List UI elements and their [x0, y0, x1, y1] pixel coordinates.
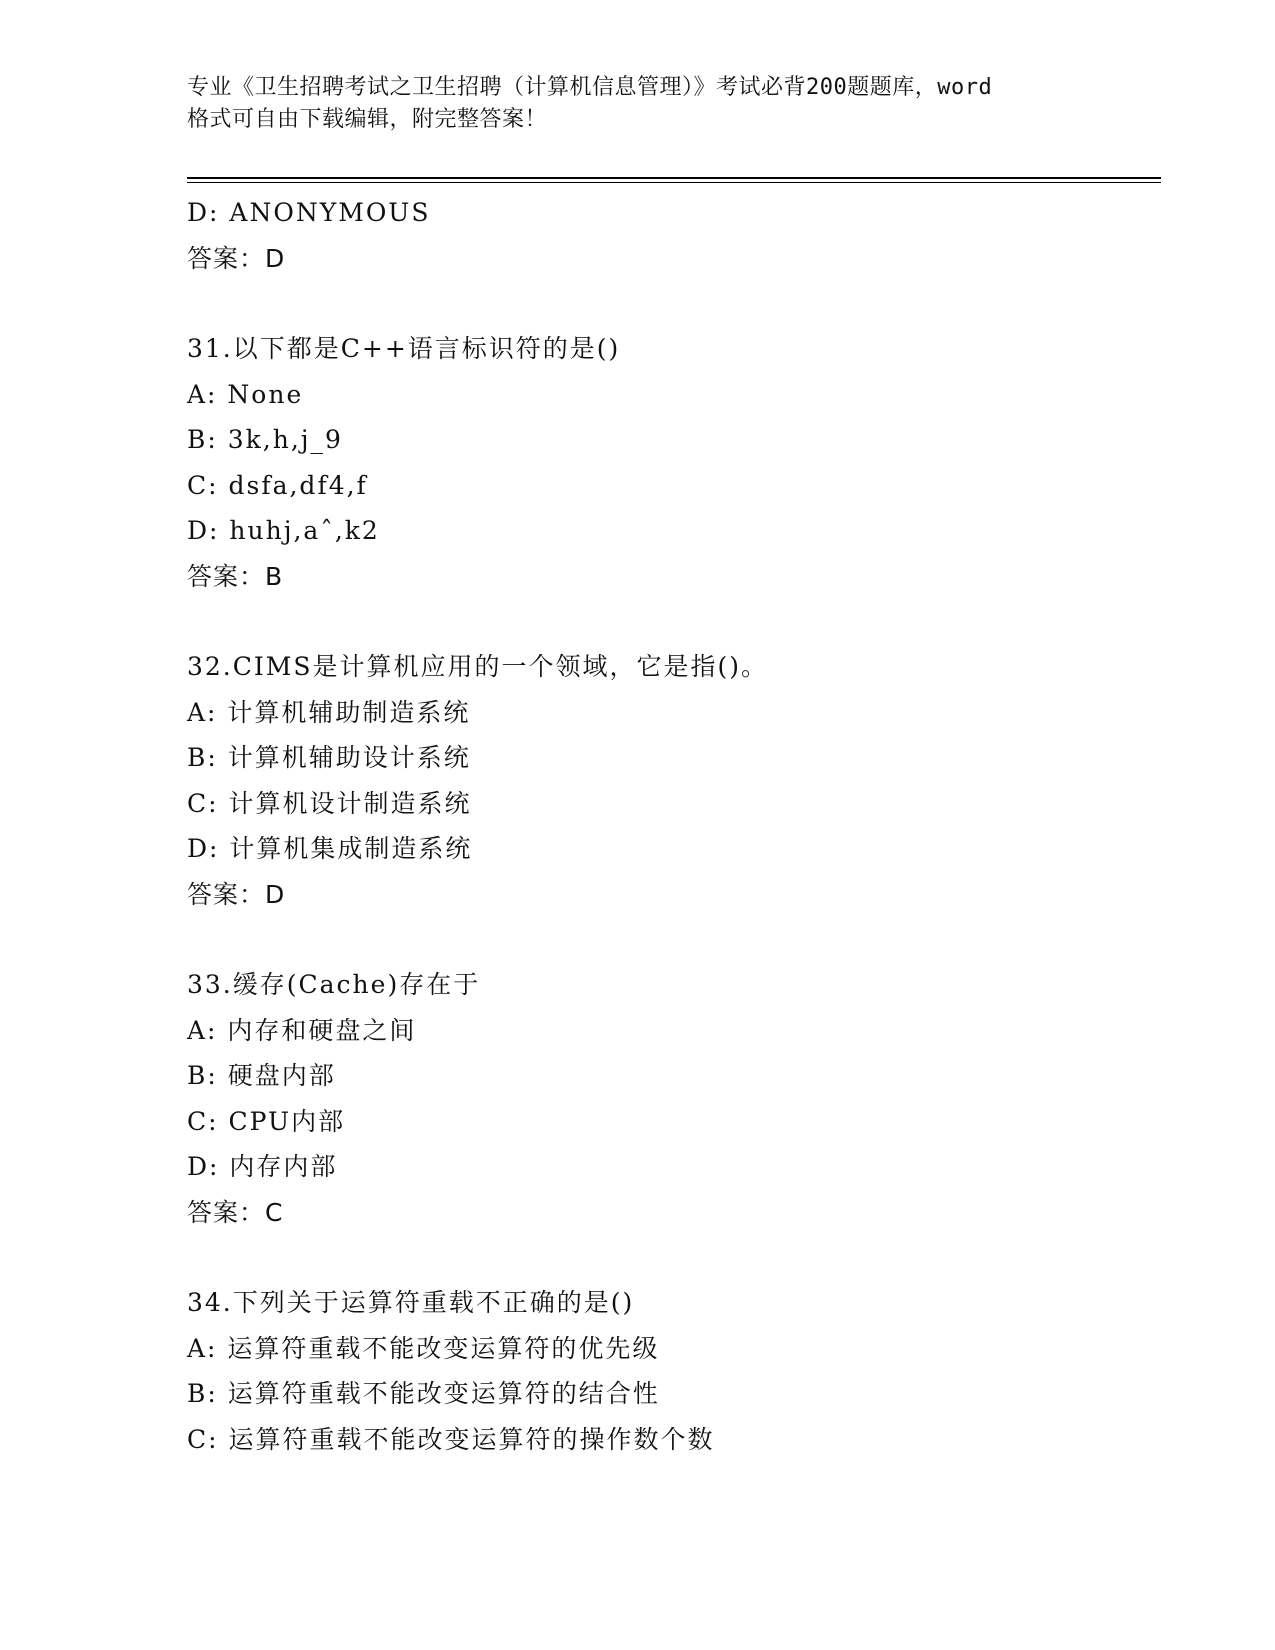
answer-line: 答案：D [187, 879, 286, 909]
option-d: D: huhj,aˆ,k2 [187, 516, 380, 545]
option-b: B: 计算机辅助设计系统 [187, 743, 471, 772]
answer-line: 答案：B [187, 561, 284, 591]
header-rule-thin [187, 182, 1161, 183]
option-b: B: 运算符重载不能改变运算符的结合性 [187, 1379, 660, 1408]
spacer [187, 281, 1147, 326]
option-c: C: 运算符重载不能改变运算符的操作数个数 [187, 1424, 715, 1454]
option-c: C: dsfa,df4,f [187, 470, 368, 500]
question-34 [187, 1280, 1147, 1462]
option-d: D: 内存内部 [187, 1152, 338, 1181]
option-a: A: None [187, 379, 304, 409]
option-a: A: 内存和硬盘之间 [187, 1015, 417, 1045]
option-c: C: 计算机设计制造系统 [187, 788, 472, 818]
question-stem: 33.缓存(Cache)存在于 [187, 970, 481, 999]
option-b: B: 3k,h,j_9 [187, 425, 343, 454]
question-32 [187, 644, 1147, 917]
question-31 [187, 326, 1147, 599]
spacer [187, 1235, 1147, 1280]
header-line-2: 格式可自由下载编辑，附完整答案！ [187, 107, 548, 132]
spacer [187, 917, 1147, 962]
question-list [187, 190, 1147, 1462]
header-rule-thick [187, 177, 1161, 179]
option-d: D: ANONYMOUS [187, 198, 431, 227]
spacer [187, 599, 1147, 644]
header-line-1: 专业《卫生招聘考试之卫生招聘（计算机信息管理）》考试必背200题题库，word [187, 75, 993, 100]
question-stem: 34.下列关于运算符重载不正确的是() [187, 1288, 635, 1317]
answer-line: 答案：C [187, 1197, 284, 1227]
option-d: D: 计算机集成制造系统 [187, 834, 473, 863]
option-a: A: 计算机辅助制造系统 [187, 697, 471, 727]
option-c: C: CPU内部 [187, 1106, 346, 1136]
question-stem: 31.以下都是C++语言标识符的是() [187, 334, 621, 363]
answer-line: 答案：D [187, 243, 286, 273]
question-33 [187, 962, 1147, 1235]
option-b: B: 硬盘内部 [187, 1061, 336, 1090]
question-stem: 32.CIMS是计算机应用的一个领域，它是指()。 [187, 652, 768, 681]
document-header [187, 72, 1087, 136]
option-a: A: 运算符重载不能改变运算符的优先级 [187, 1333, 660, 1363]
